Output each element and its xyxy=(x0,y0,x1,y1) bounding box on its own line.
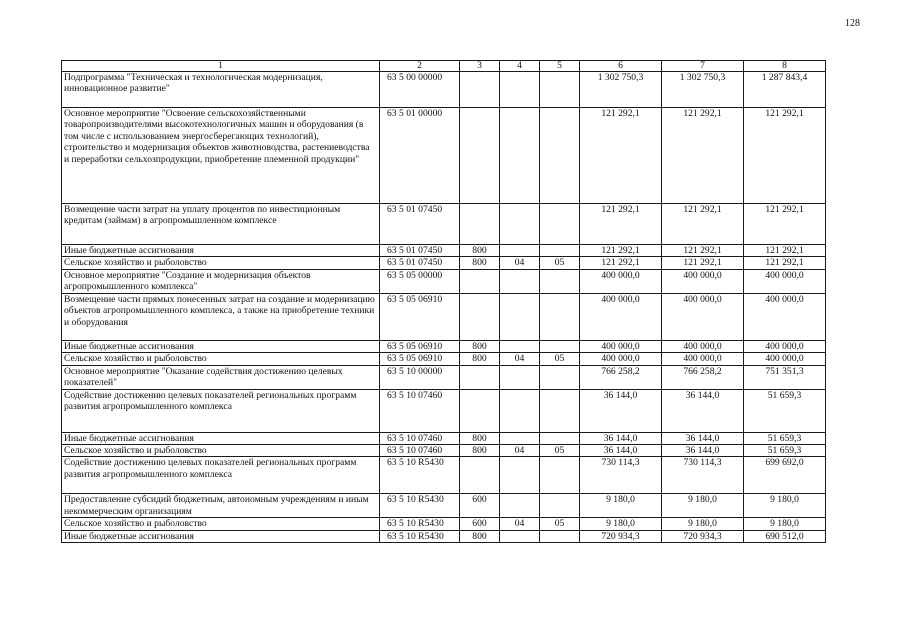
amount-col7-cell: 121 292,1 xyxy=(662,108,744,204)
subsection-cell xyxy=(540,432,580,444)
subsection-cell: 05 xyxy=(540,518,580,530)
table-row xyxy=(62,257,826,269)
section-cell xyxy=(500,432,540,444)
subsection-cell xyxy=(540,365,580,389)
header-cell: 3 xyxy=(460,61,500,72)
table-header-row xyxy=(62,61,826,72)
section-cell xyxy=(500,530,540,542)
expense-type-cell xyxy=(460,365,500,389)
table-row xyxy=(62,353,826,365)
row-name-cell: Содействие достижению целевых показателей региональных программ развития агропромышленного комплекса xyxy=(62,389,380,432)
expense-type-cell: 800 xyxy=(460,257,500,269)
amount-col8-cell: 400 000,0 xyxy=(744,293,826,340)
amount-col6-cell: 400 000,0 xyxy=(580,340,662,352)
budget-code-cell: 63 5 05 06910 xyxy=(380,293,460,340)
header-cell: 4 xyxy=(500,61,540,72)
row-name-cell: Подпрограмма "Техническая и технологическая модернизация, инновационное развитие" xyxy=(62,72,380,108)
budget-code-cell: 63 5 01 00000 xyxy=(380,108,460,204)
table-row xyxy=(62,72,826,108)
row-name-cell: Основное мероприятие "Создание и модернизация объектов агропромышленного комплекса" xyxy=(62,269,380,293)
row-name-cell: Сельское хозяйство и рыболовство xyxy=(62,445,380,457)
expense-type-cell: 800 xyxy=(460,445,500,457)
amount-col6-cell: 121 292,1 xyxy=(580,245,662,257)
section-cell: 04 xyxy=(500,353,540,365)
amount-col8-cell: 121 292,1 xyxy=(744,245,826,257)
row-name-cell: Иные бюджетные ассигнования xyxy=(62,245,380,257)
budget-code-cell: 63 5 10 R5430 xyxy=(380,530,460,542)
table-row xyxy=(62,293,826,340)
amount-col6-cell: 36 144,0 xyxy=(580,445,662,457)
row-name-cell: Сельское хозяйство и рыболовство xyxy=(62,353,380,365)
amount-col8-cell: 1 287 843,4 xyxy=(744,72,826,108)
row-name-cell: Основное мероприятие "Освоение сельскохозяйственными товаропроизводителями высокотехнологичных машин и оборудования (в том числе с использованием энергосберегающих технологий), строительство и модернизация объектов животноводства, растениеводства и переработки сельхозпродукции, приобретение племенной продукции" xyxy=(62,108,380,204)
amount-col6-cell: 121 292,1 xyxy=(580,108,662,204)
amount-col6-cell: 121 292,1 xyxy=(580,204,662,245)
amount-col6-cell: 730 114,3 xyxy=(580,457,662,494)
header-cell: 7 xyxy=(662,61,744,72)
budget-code-cell: 63 5 05 06910 xyxy=(380,353,460,365)
subsection-cell xyxy=(540,494,580,518)
amount-col8-cell: 9 180,0 xyxy=(744,494,826,518)
table-row xyxy=(62,340,826,352)
section-cell: 04 xyxy=(500,445,540,457)
expense-type-cell: 600 xyxy=(460,518,500,530)
section-cell xyxy=(500,269,540,293)
row-name-cell: Сельское хозяйство и рыболовство xyxy=(62,518,380,530)
section-cell xyxy=(500,365,540,389)
expense-type-cell xyxy=(460,293,500,340)
section-cell xyxy=(500,245,540,257)
budget-code-cell: 63 5 10 00000 xyxy=(380,365,460,389)
budget-code-cell: 63 5 01 07450 xyxy=(380,257,460,269)
amount-col6-cell: 9 180,0 xyxy=(580,518,662,530)
amount-col7-cell: 400 000,0 xyxy=(662,353,744,365)
expense-type-cell: 600 xyxy=(460,494,500,518)
header-cell: 6 xyxy=(580,61,662,72)
budget-code-cell: 63 5 01 07450 xyxy=(380,245,460,257)
subsection-cell xyxy=(540,340,580,352)
expense-type-cell: 800 xyxy=(460,432,500,444)
table-row xyxy=(62,530,826,542)
table-row xyxy=(62,108,826,204)
amount-col7-cell: 766 258,2 xyxy=(662,365,744,389)
subsection-cell xyxy=(540,72,580,108)
section-cell xyxy=(500,108,540,204)
expense-type-cell: 800 xyxy=(460,353,500,365)
section-cell xyxy=(500,204,540,245)
section-cell: 04 xyxy=(500,257,540,269)
amount-col6-cell: 121 292,1 xyxy=(580,257,662,269)
amount-col6-cell: 400 000,0 xyxy=(580,353,662,365)
subsection-cell xyxy=(540,457,580,494)
amount-col6-cell: 1 302 750,3 xyxy=(580,72,662,108)
expense-type-cell xyxy=(460,204,500,245)
table-row xyxy=(62,494,826,518)
amount-col8-cell: 400 000,0 xyxy=(744,269,826,293)
budget-code-cell: 63 5 10 R5430 xyxy=(380,518,460,530)
amount-col7-cell: 36 144,0 xyxy=(662,432,744,444)
amount-col8-cell: 400 000,0 xyxy=(744,353,826,365)
header-cell: 8 xyxy=(744,61,826,72)
header-cell: 1 xyxy=(62,61,380,72)
section-cell xyxy=(500,457,540,494)
amount-col6-cell: 400 000,0 xyxy=(580,293,662,340)
subsection-cell xyxy=(540,389,580,432)
row-name-cell: Предоставление субсидий бюджетным, автономным учреждениям и иным некоммерческим организациям xyxy=(62,494,380,518)
row-name-cell: Иные бюджетные ассигнования xyxy=(62,530,380,542)
row-name-cell: Иные бюджетные ассигнования xyxy=(62,432,380,444)
amount-col6-cell: 720 934,3 xyxy=(580,530,662,542)
subsection-cell: 05 xyxy=(540,353,580,365)
amount-col8-cell: 121 292,1 xyxy=(744,204,826,245)
subsection-cell xyxy=(540,245,580,257)
amount-col7-cell: 400 000,0 xyxy=(662,269,744,293)
expense-type-cell xyxy=(460,108,500,204)
table-row xyxy=(62,269,826,293)
amount-col6-cell: 400 000,0 xyxy=(580,269,662,293)
amount-col6-cell: 9 180,0 xyxy=(580,494,662,518)
row-name-cell: Возмещение части прямых понесенных затрат на создание и модернизацию объектов агропромышленного комплекса, а также на приобретение техники и оборудования xyxy=(62,293,380,340)
amount-col7-cell: 400 000,0 xyxy=(662,340,744,352)
row-name-cell: Сельское хозяйство и рыболовство xyxy=(62,257,380,269)
section-cell xyxy=(500,72,540,108)
section-cell xyxy=(500,293,540,340)
expense-type-cell xyxy=(460,457,500,494)
row-name-cell: Основное мероприятие "Оказание содействия достижению целевых показателей" xyxy=(62,365,380,389)
amount-col7-cell: 9 180,0 xyxy=(662,494,744,518)
table-row xyxy=(62,518,826,530)
budget-code-cell: 63 5 10 R5430 xyxy=(380,457,460,494)
amount-col7-cell: 1 302 750,3 xyxy=(662,72,744,108)
amount-col8-cell: 699 692,0 xyxy=(744,457,826,494)
amount-col8-cell: 751 351,3 xyxy=(744,365,826,389)
section-cell xyxy=(500,389,540,432)
amount-col8-cell: 51 659,3 xyxy=(744,389,826,432)
budget-code-cell: 63 5 05 06910 xyxy=(380,340,460,352)
row-name-cell: Содействие достижению целевых показателей региональных программ развития агропромышленного комплекса xyxy=(62,457,380,494)
subsection-cell xyxy=(540,204,580,245)
row-name-cell: Возмещение части затрат на уплату процентов по инвестиционным кредитам (займам) в агропромышленном комплексе xyxy=(62,204,380,245)
amount-col8-cell: 400 000,0 xyxy=(744,340,826,352)
table-row xyxy=(62,245,826,257)
expense-type-cell xyxy=(460,269,500,293)
budget-code-cell: 63 5 10 07460 xyxy=(380,389,460,432)
header-cell: 2 xyxy=(380,61,460,72)
amount-col7-cell: 121 292,1 xyxy=(662,245,744,257)
table-row xyxy=(62,365,826,389)
subsection-cell xyxy=(540,108,580,204)
subsection-cell: 05 xyxy=(540,257,580,269)
subsection-cell: 05 xyxy=(540,445,580,457)
subsection-cell xyxy=(540,293,580,340)
amount-col6-cell: 766 258,2 xyxy=(580,365,662,389)
amount-col7-cell: 121 292,1 xyxy=(662,257,744,269)
amount-col6-cell: 36 144,0 xyxy=(580,389,662,432)
amount-col8-cell: 51 659,3 xyxy=(744,445,826,457)
header-cell: 5 xyxy=(540,61,580,72)
table-row xyxy=(62,445,826,457)
budget-code-cell: 63 5 05 00000 xyxy=(380,269,460,293)
amount-col8-cell: 121 292,1 xyxy=(744,257,826,269)
amount-col7-cell: 720 934,3 xyxy=(662,530,744,542)
table-row xyxy=(62,389,826,432)
table-row xyxy=(62,432,826,444)
expense-type-cell xyxy=(460,389,500,432)
amount-col7-cell: 730 114,3 xyxy=(662,457,744,494)
expense-type-cell xyxy=(460,72,500,108)
expense-type-cell: 800 xyxy=(460,245,500,257)
amount-col8-cell: 690 512,0 xyxy=(744,530,826,542)
subsection-cell xyxy=(540,269,580,293)
section-cell xyxy=(500,494,540,518)
expense-type-cell: 800 xyxy=(460,530,500,542)
budget-code-cell: 63 5 10 07460 xyxy=(380,432,460,444)
budget-table xyxy=(61,60,826,543)
budget-code-cell: 63 5 00 00000 xyxy=(380,72,460,108)
row-name-cell: Иные бюджетные ассигнования xyxy=(62,340,380,352)
amount-col7-cell: 400 000,0 xyxy=(662,293,744,340)
section-cell xyxy=(500,340,540,352)
budget-code-cell: 63 5 01 07450 xyxy=(380,204,460,245)
amount-col7-cell: 36 144,0 xyxy=(662,445,744,457)
amount-col8-cell: 51 659,3 xyxy=(744,432,826,444)
amount-col8-cell: 121 292,1 xyxy=(744,108,826,204)
budget-code-cell: 63 5 10 R5430 xyxy=(380,494,460,518)
amount-col7-cell: 36 144,0 xyxy=(662,389,744,432)
page-number: 128 xyxy=(845,18,860,29)
expense-type-cell: 800 xyxy=(460,340,500,352)
section-cell: 04 xyxy=(500,518,540,530)
amount-col7-cell: 9 180,0 xyxy=(662,518,744,530)
table-row xyxy=(62,204,826,245)
amount-col8-cell: 9 180,0 xyxy=(744,518,826,530)
budget-code-cell: 63 5 10 07460 xyxy=(380,445,460,457)
amount-col6-cell: 36 144,0 xyxy=(580,432,662,444)
table-row xyxy=(62,457,826,494)
amount-col7-cell: 121 292,1 xyxy=(662,204,744,245)
subsection-cell xyxy=(540,530,580,542)
